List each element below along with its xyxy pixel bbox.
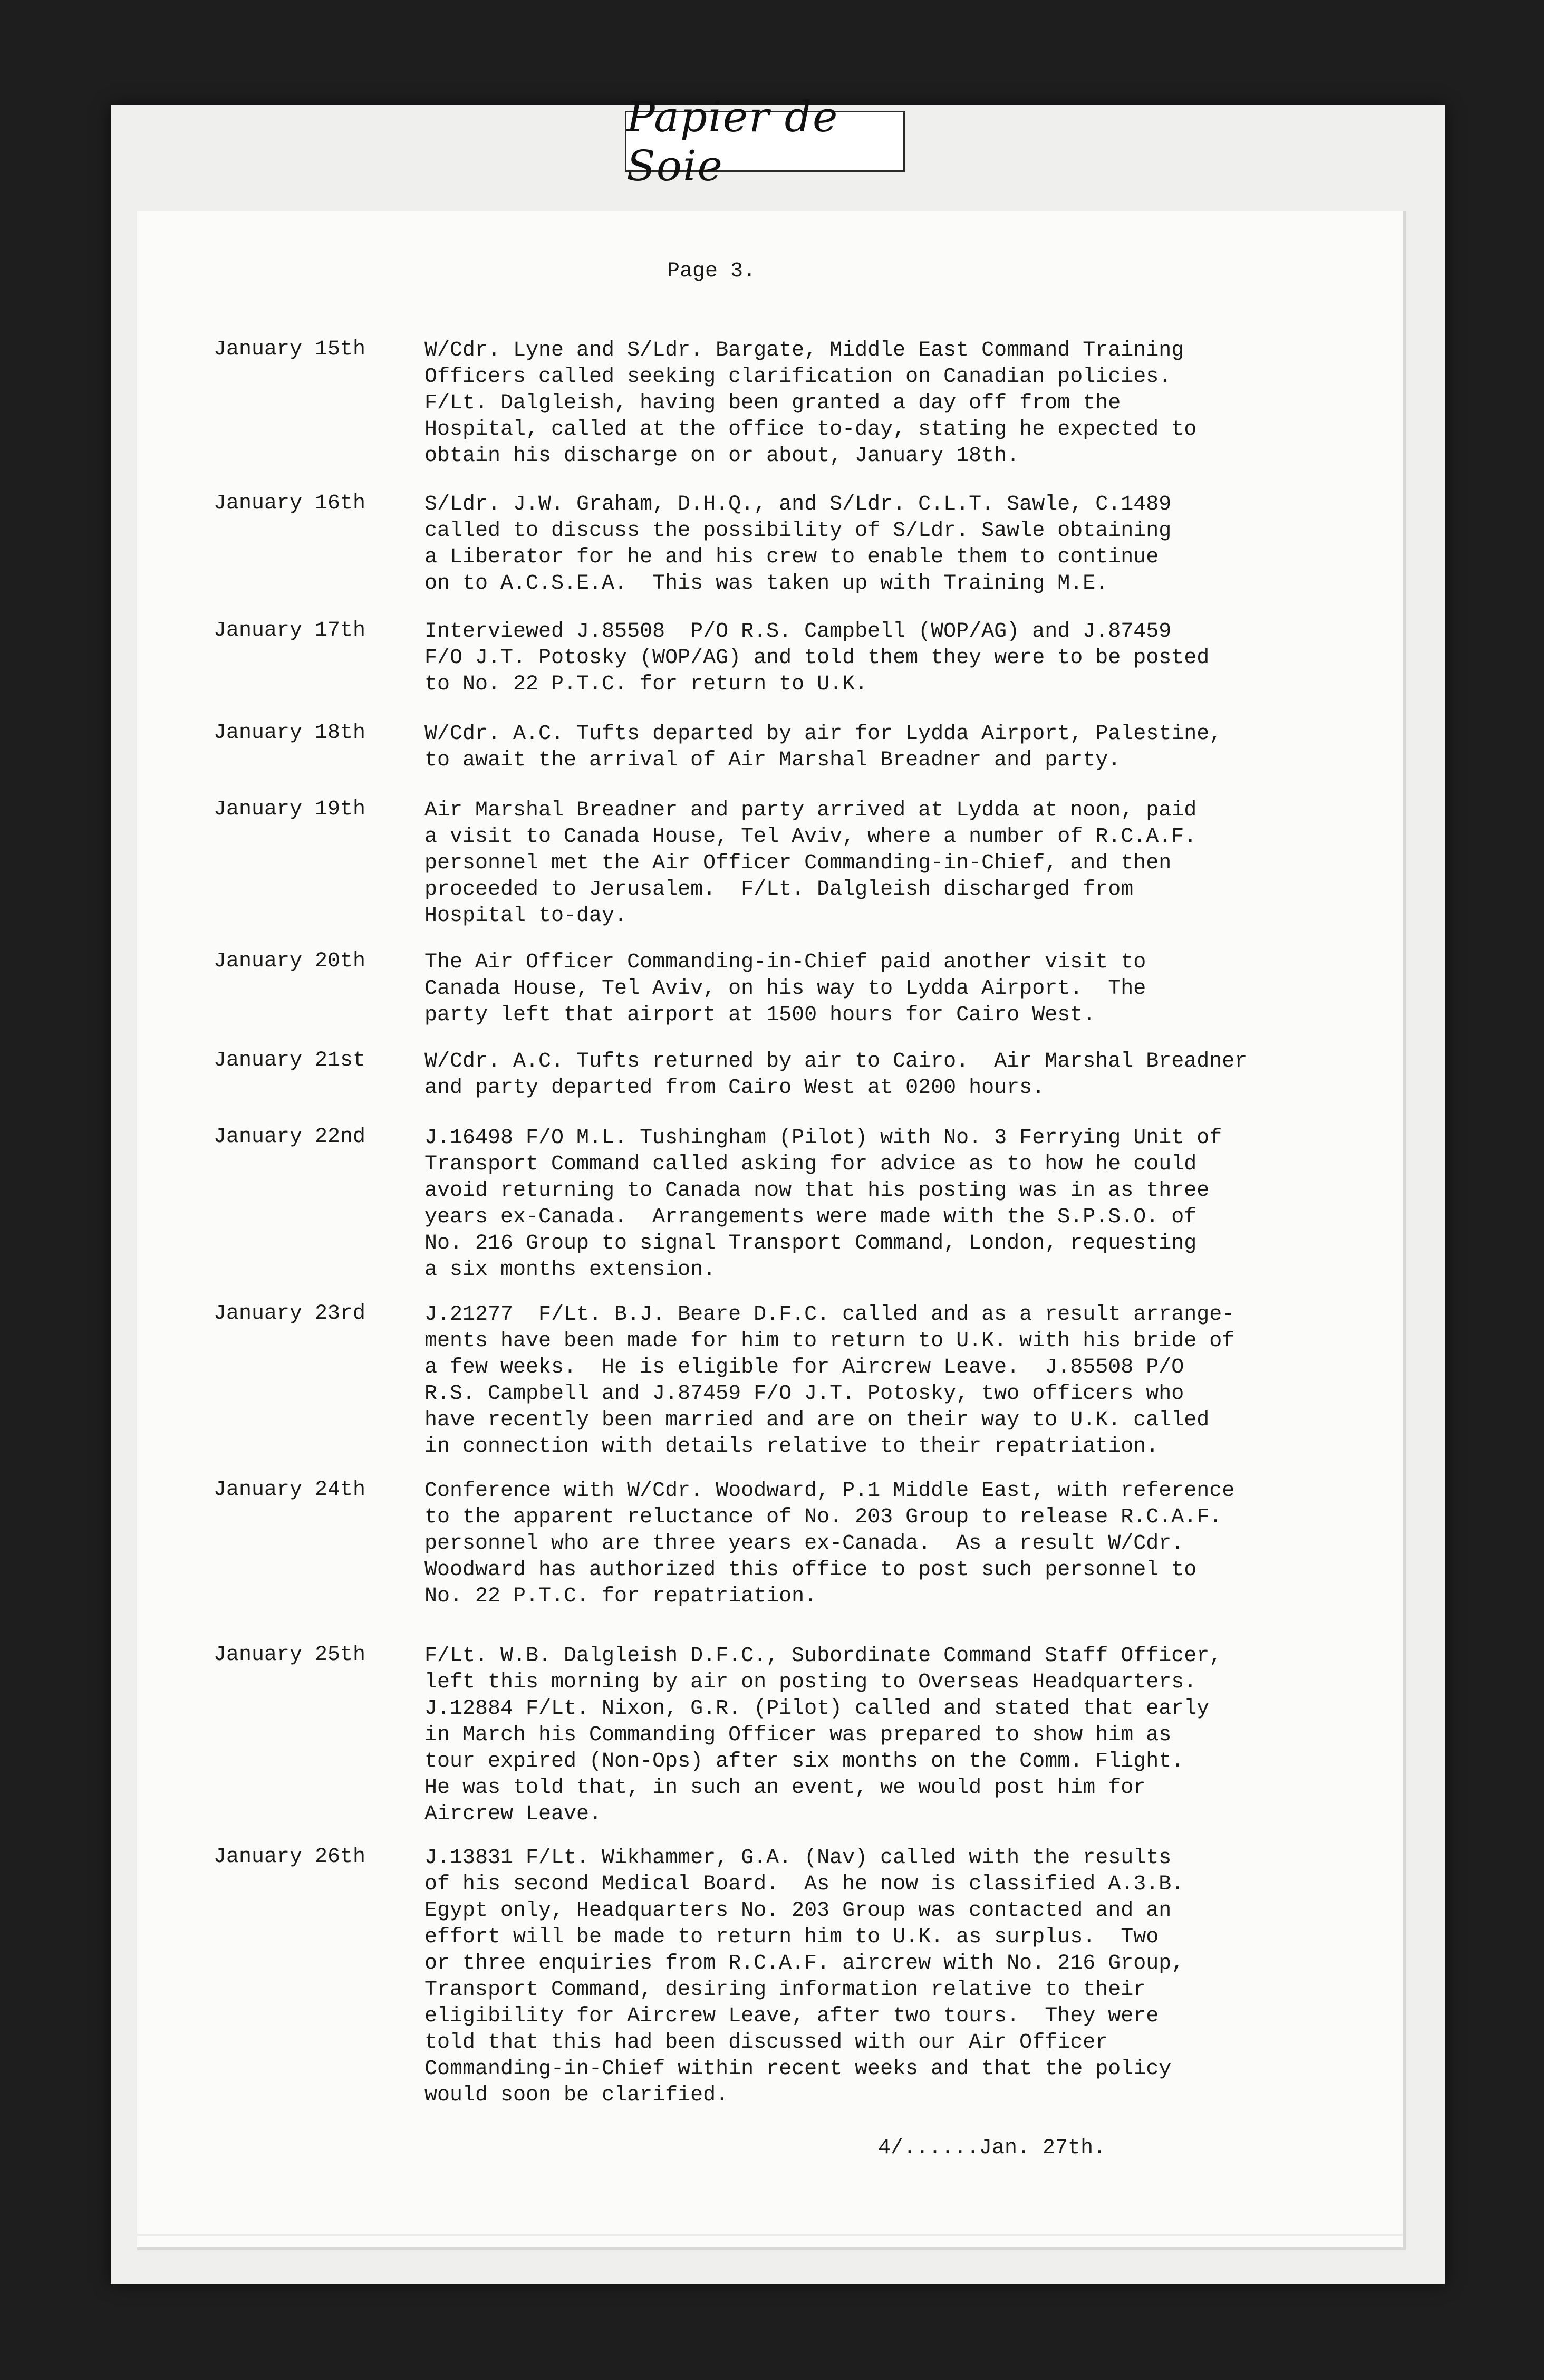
entry-date: January 18th xyxy=(214,721,366,745)
entry-text: Conference with W/Cdr. Woodward, P.1 Middle East, with reference to the apparent reluctance of No. 203 Group to release R.C.A.F. personnel who are three years ex-Canada. As a result W/Cdr. Woodward has authorized this office to post such personnel to No. 22 P.T.C. for repatriation. xyxy=(424,1479,1235,1608)
entry-text: W/Cdr. Lyne and S/Ldr. Bargate, Middle East Command Training Officers called seeking clarification on Canadian policies. F/Lt. Dalgleish, having been granted a day off from the Hospital, called at the office to-day, stating he expected to obtain his discharge on or about, January 18th. xyxy=(424,339,1197,468)
entry-text: J.21277 F/Lt. B.J. Beare D.F.C. called and as a result arrange- ments have been made for him to return to U.K. with his bride of a few weeks. He is eligible for Aircrew Leave. J.85508 P/O R.S. Campbell and J.87459 F/O J.T. Potosky, two officers who have recently been married and are on their way to U.K. called in connection with details relative to their repatriation. xyxy=(424,1303,1235,1458)
entry-text: F/Lt. W.B. Dalgleish D.F.C., Subordinate Command Staff Officer, left this morning by air on posting to Overseas Headquarters. J.12884 F/Lt. Nixon, G.R. (Pilot) called and stated that early in March his Commanding Officer was prepared to show him as tour expired (Non-Ops) after six months on the Comm. Flight. He was told that, in such an event, we would post him for Aircrew Leave. xyxy=(424,1644,1222,1826)
entry-text: W/Cdr. A.C. Tufts departed by air for Lydda Airport, Palestine, to await the arrival of Air Marshal Breadner and party. xyxy=(424,722,1222,772)
entry-date: January 26th xyxy=(214,1845,366,1869)
entry-text: W/Cdr. A.C. Tufts returned by air to Cairo. Air Marshal Breadner and party departed from Cairo West at 0200 hours. xyxy=(424,1050,1248,1100)
entry-text: Air Marshal Breadner and party arrived at Lydda at noon, paid a visit to Canada House, Tel Aviv, where a number of R.C.A.F. personnel met the Air Officer Commanding-in-Chief, and then proceeded to Jerusalem. F/Lt. Dalgleish discharged from Hospital to-day. xyxy=(424,799,1197,928)
page-edge-shadow xyxy=(137,2234,1403,2236)
entry-date: January 21st xyxy=(214,1049,366,1072)
entry-date: January 24th xyxy=(214,1478,366,1502)
entry-text: Interviewed J.85508 P/O R.S. Campbell (WOP/AG) and J.87459 F/O J.T. Potosky (WOP/AG) and told them they were to be posted to No. 22 P.T.C. for return to U.K. xyxy=(424,620,1210,696)
entry-text: The Air Officer Commanding-in-Chief paid another visit to Canada House, Tel Aviv, on his way to Lydda Airport. The party left that airport at 1500 hours for Cairo West. xyxy=(424,951,1146,1027)
entry-date: January 19th xyxy=(214,798,366,821)
entry-date: January 16th xyxy=(214,492,366,515)
entry-date: January 23rd xyxy=(214,1302,366,1326)
entry-date: January 15th xyxy=(214,338,366,361)
entry-text: S/Ldr. J.W. Graham, D.H.Q., and S/Ldr. C.L.T. Sawle, C.1489 called to discuss the possibility of S/Ldr. Sawle obtaining a Liberator for he and his crew to enable them to continue on to A.C.S.E.A. This was taken up with Training M.E. xyxy=(424,493,1172,596)
entry-date: January 22nd xyxy=(214,1125,366,1149)
entry-text: J.13831 F/Lt. Wikhammer, G.A. (Nav) called with the results of his second Medical Board. As he now is classified A.3.B. Egypt only, Headquarters No. 203 Group was contacted and an effort will be made to return him to U.K. as surplus. Two or three enquiries from R.C.A.F. aircrew with No. 216 Group, Transport Command, desiring information relative to their eligibility for Aircrew Leave, after two tours. They were told that this had been discussed with our Air Officer Commanding-in-Chief within recent weeks and that the policy would soon be clarified. xyxy=(424,1846,1184,2107)
entry-text: J.16498 F/O M.L. Tushingham (Pilot) with No. 3 Ferrying Unit of Transport Command called asking for advice as to how he could avoid returning to Canada now that his posting was in as three years ex-Canada. Arrangements were made with the S.P.S.O. of No. 216 Group to signal Transport Command, London, requesting a six months extension. xyxy=(424,1126,1222,1282)
continuation-note: 4/......Jan. 27th. xyxy=(878,2136,1106,2160)
paper-label xyxy=(625,92,905,190)
page-number: Page 3. xyxy=(667,260,756,283)
entry-date: January 17th xyxy=(214,619,366,642)
entry-date: January 20th xyxy=(214,949,366,973)
entry-date: January 25th xyxy=(214,1643,366,1667)
paper-label-text: Papier de Soie xyxy=(626,92,839,190)
